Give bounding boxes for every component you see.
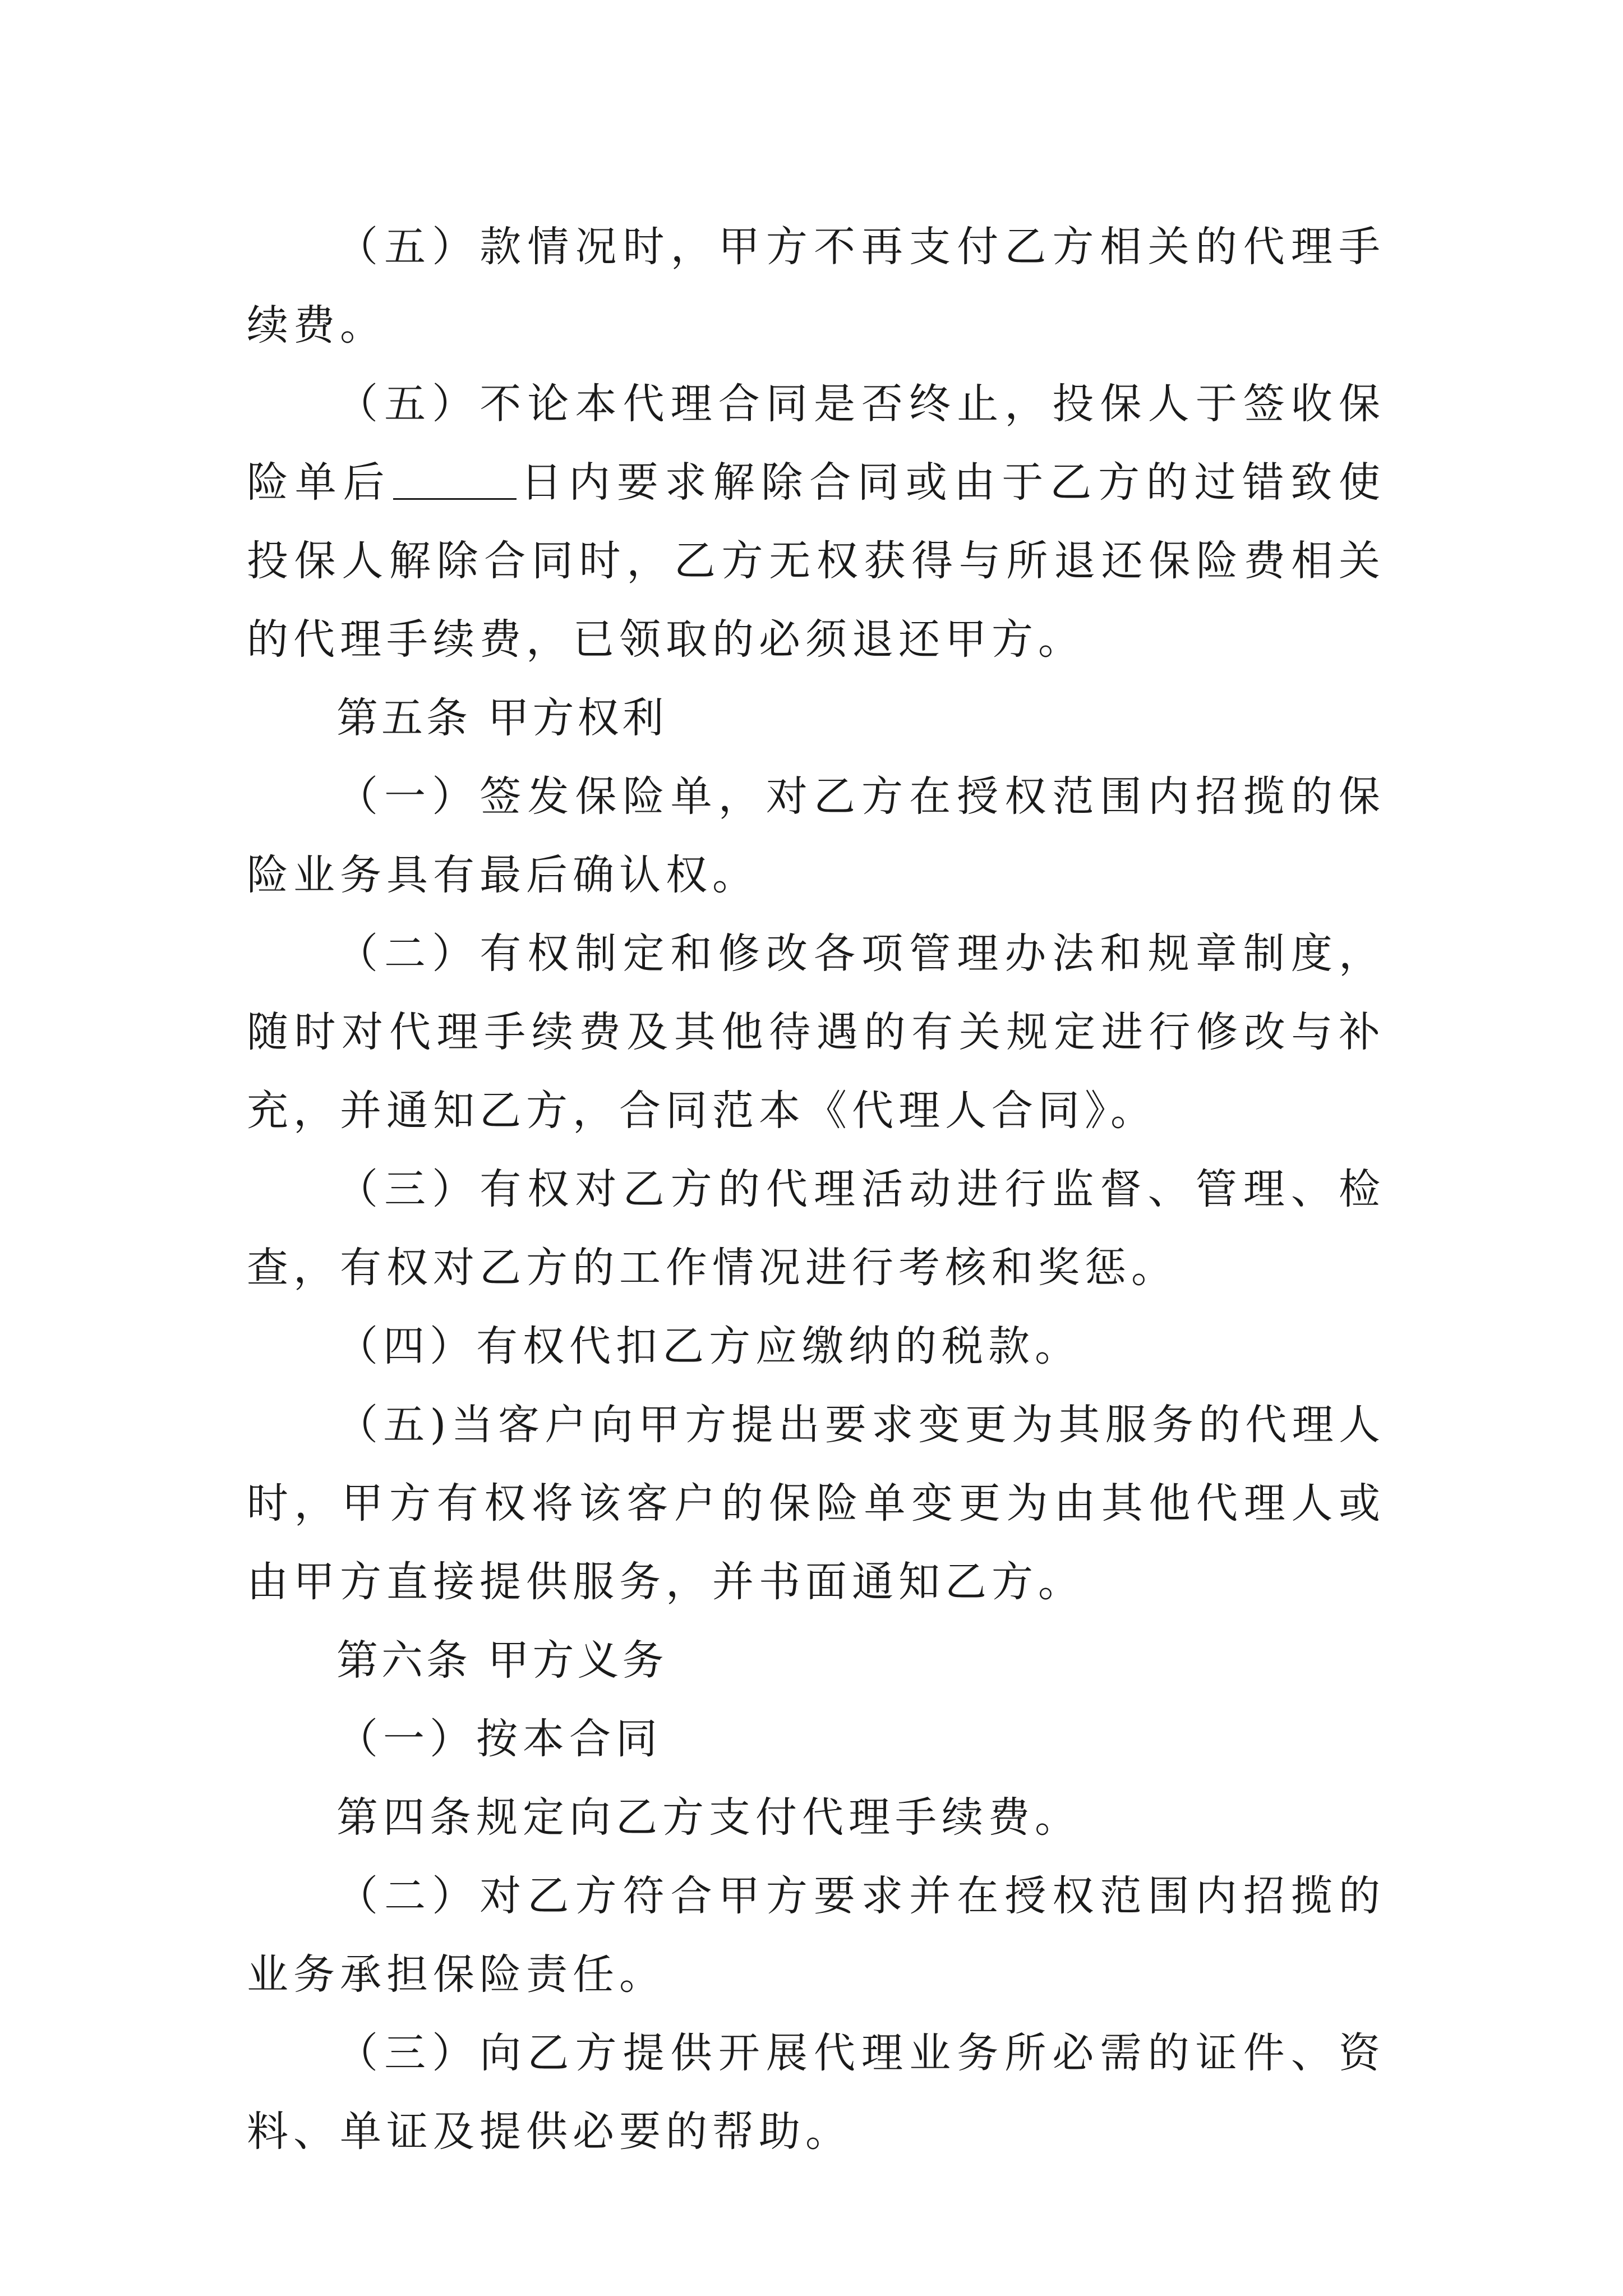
article-5-item-1: （一）签发保险单，对乙方在授权范围内招揽的保险业务具有最后确认权。 <box>247 772 1385 899</box>
article-6-heading: 第六条 甲方义务 <box>336 1636 667 1685</box>
article-6-item-3: （三）向乙方提供开展代理业务所必需的证件、资料、单证及提供必要的帮助。 <box>247 2029 1385 2156</box>
article-5-heading: 第五条 甲方权利 <box>336 694 667 742</box>
paragraph-contract-termination <box>247 365 1385 679</box>
article-6-item-2: （二）对乙方符合甲方要求并在授权范围内招揽的业务承担保险责任。 <box>247 1872 1385 1999</box>
days-blank-field <box>393 464 517 500</box>
paragraph-contract-termination-part2: 日内要求解除合同或由于乙方的过错致使投保人解除合同时，乙方无权获得与所退还保险费相关的代理手续费，已领取的必须退还甲方。 <box>247 458 1386 664</box>
paragraph-payment-stop: （五）款情况时，甲方不再支付乙方相关的代理手续费。 <box>247 223 1385 349</box>
article-5-item-3: （三）有权对乙方的代理活动进行监督、管理、检查，有权对乙方的工作情况进行考核和奖惩。 <box>247 1165 1385 1292</box>
article-5-item-4: （四）有权代扣乙方应缴纳的税款。 <box>336 1322 1081 1370</box>
paragraph-contract-termination-part1: （五）不论本代理合同是否终止，投保人于签收保险单后 <box>247 380 1385 507</box>
article-5-item-2: （二）有权制定和修改各项管理办法和规章制度，随时对代理手续费及其他待遇的有关规定进行修改与补充，并通知乙方，合同范本《代理人合同》。 <box>247 930 1385 1135</box>
document-body <box>247 208 1385 2171</box>
article-6-item-1-continued: 第四条规定向乙方支付代理手续费。 <box>336 1793 1081 1842</box>
article-5-item-5: （五)当客户向甲方提出要求变更为其服务的代理人时，甲方有权将该客户的保险单变更为由其他代理人或由甲方直接提供服务，并书面通知乙方。 <box>247 1401 1385 1606</box>
article-6-item-1: （一）按本合同 <box>336 1715 662 1763</box>
